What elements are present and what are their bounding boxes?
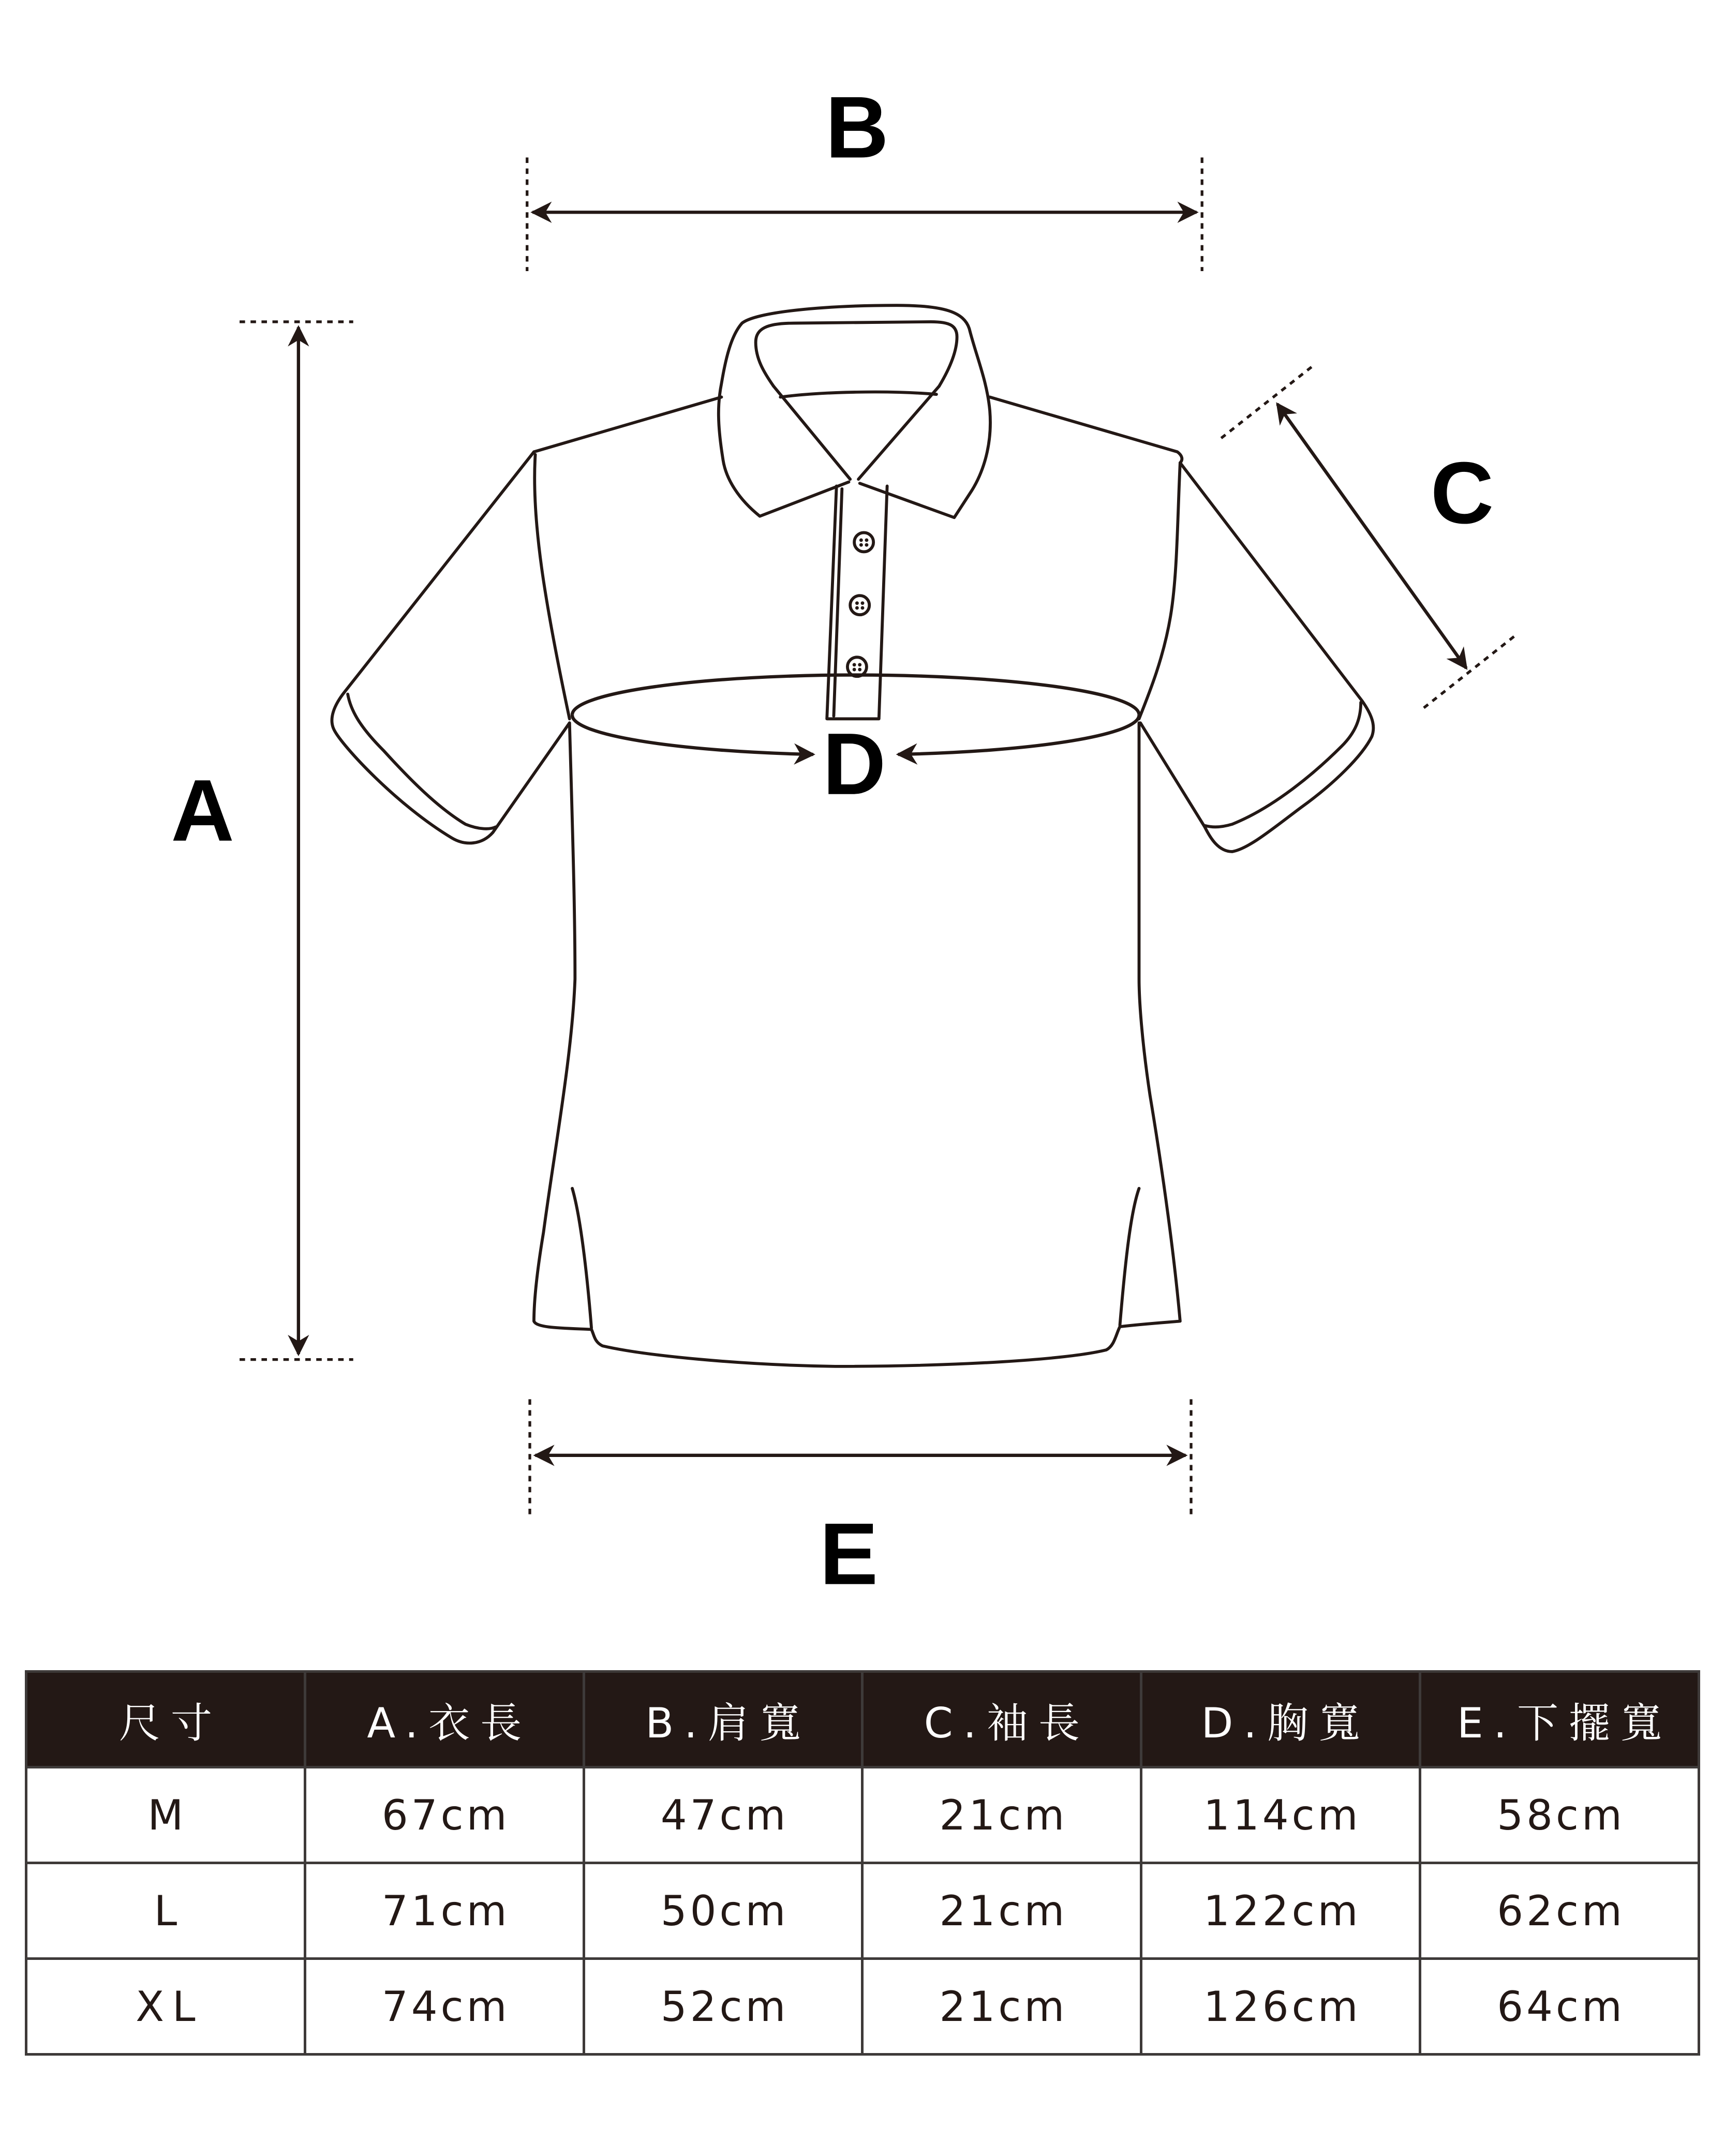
- left-sleeve-cuff: [348, 694, 496, 829]
- size-table: [25, 1670, 1700, 2056]
- polo-shirt-illustration: [332, 305, 1373, 1366]
- header-chest-width: D.胸寬: [1142, 1673, 1419, 1766]
- collar-inner: [756, 322, 957, 386]
- right-sleeve-cuff: [1205, 703, 1361, 827]
- dimension-c: [1221, 367, 1515, 708]
- row-xl-length: 74cm: [306, 1960, 583, 2053]
- dimension-a-label: A: [171, 761, 234, 859]
- left-shoulder-seam: [534, 397, 722, 452]
- row-xl-hem: 64cm: [1421, 1960, 1698, 2053]
- row-xl-chest: 126cm: [1142, 1960, 1419, 2053]
- collar-left-fold: [774, 386, 850, 479]
- dimension-c-bottom-guide: [1424, 635, 1515, 708]
- right-shoulder-seam: [990, 397, 1182, 463]
- right-sleeve-outline: [1140, 463, 1373, 851]
- header-hem-width: E.下擺寬: [1421, 1673, 1698, 1766]
- dimension-d-arrow-left: [572, 715, 813, 754]
- dimension-d-label: D: [822, 715, 886, 813]
- dimension-d-arrow-right: [898, 715, 1139, 754]
- row-m-chest: 114cm: [1142, 1768, 1419, 1862]
- button-top: [854, 532, 873, 552]
- header-shoulder-width: B.肩寬: [585, 1673, 861, 1766]
- row-m-length: 67cm: [306, 1768, 583, 1862]
- row-l-shoulder: 50cm: [585, 1864, 861, 1957]
- row-l-chest: 122cm: [1142, 1864, 1419, 1957]
- row-xl-sleeve: 21cm: [864, 1960, 1140, 2053]
- row-l-hem: 62cm: [1421, 1864, 1698, 1957]
- header-sleeve-length: C.袖長: [864, 1673, 1140, 1766]
- row-m-size: M: [27, 1768, 304, 1862]
- shirt-body-outline: [534, 723, 1180, 1366]
- header-length: A.衣長: [306, 1673, 583, 1766]
- dimension-b-label: B: [825, 78, 889, 176]
- dimension-d-ellipse-top: [572, 675, 1139, 715]
- collar-outer: [719, 305, 990, 517]
- row-xl-size: XL: [27, 1960, 304, 2053]
- row-l-size: L: [27, 1864, 304, 1957]
- collar-right-fold: [858, 386, 939, 479]
- header-size: 尺寸: [27, 1673, 304, 1766]
- dimension-e: [530, 1399, 1191, 1602]
- dimension-c-top-guide: [1221, 367, 1312, 438]
- dimension-d: [572, 675, 1139, 813]
- left-sleeve-outline: [332, 452, 569, 843]
- row-m-sleeve: 21cm: [864, 1768, 1140, 1862]
- dimension-c-label: C: [1430, 443, 1494, 542]
- dimension-a: [171, 322, 353, 1360]
- dimension-e-label: E: [820, 1505, 879, 1603]
- right-side-slit: [1120, 1188, 1139, 1326]
- row-m-shoulder: 47cm: [585, 1768, 861, 1862]
- left-side-slit: [572, 1188, 591, 1328]
- row-m-hem: 58cm: [1421, 1768, 1698, 1862]
- left-armhole-seam: [534, 455, 570, 719]
- row-l-length: 71cm: [306, 1864, 583, 1957]
- back-neckline: [780, 392, 936, 397]
- row-l-sleeve: 21cm: [864, 1864, 1140, 1957]
- row-xl-shoulder: 52cm: [585, 1960, 861, 2053]
- right-armhole-seam: [1139, 463, 1180, 719]
- button-middle: [850, 596, 869, 615]
- dimension-b: [527, 78, 1202, 271]
